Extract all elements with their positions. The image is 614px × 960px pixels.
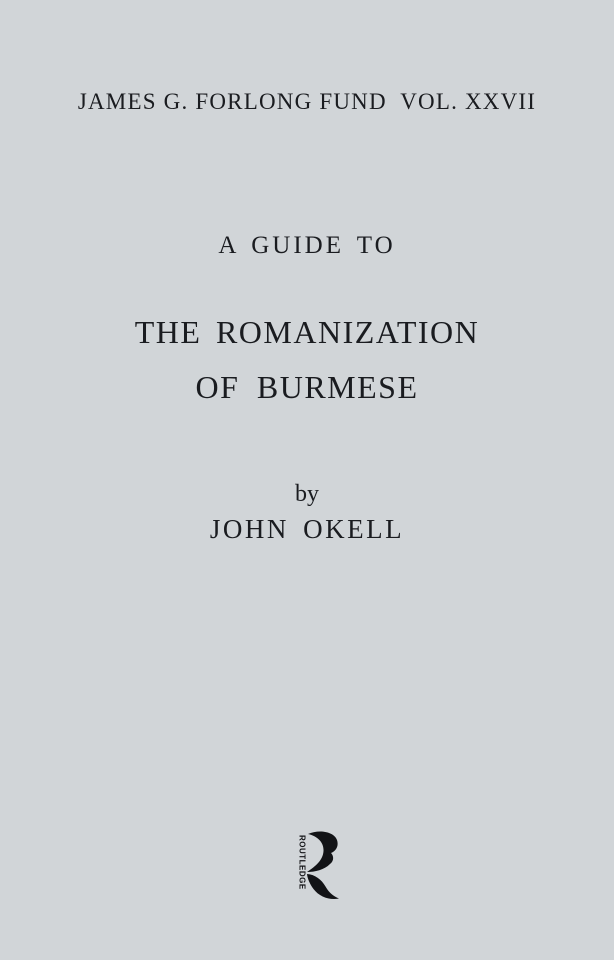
byline: by [295, 481, 319, 507]
routledge-r-leg [307, 874, 339, 899]
routledge-logo-icon [286, 830, 346, 900]
title-line-2: OF BURMESE [195, 369, 419, 405]
series-line: JAMES G. FORLONG FUND VOL. XXVII [77, 89, 537, 114]
author-name: JOHN OKELL [209, 514, 405, 544]
title-line-1: THE ROMANIZATION [134, 314, 480, 350]
pretitle: A GUIDE TO [218, 232, 396, 259]
routledge-logo-text: ROUTLEDGE [297, 835, 307, 890]
routledge-r-bowl [307, 832, 338, 872]
